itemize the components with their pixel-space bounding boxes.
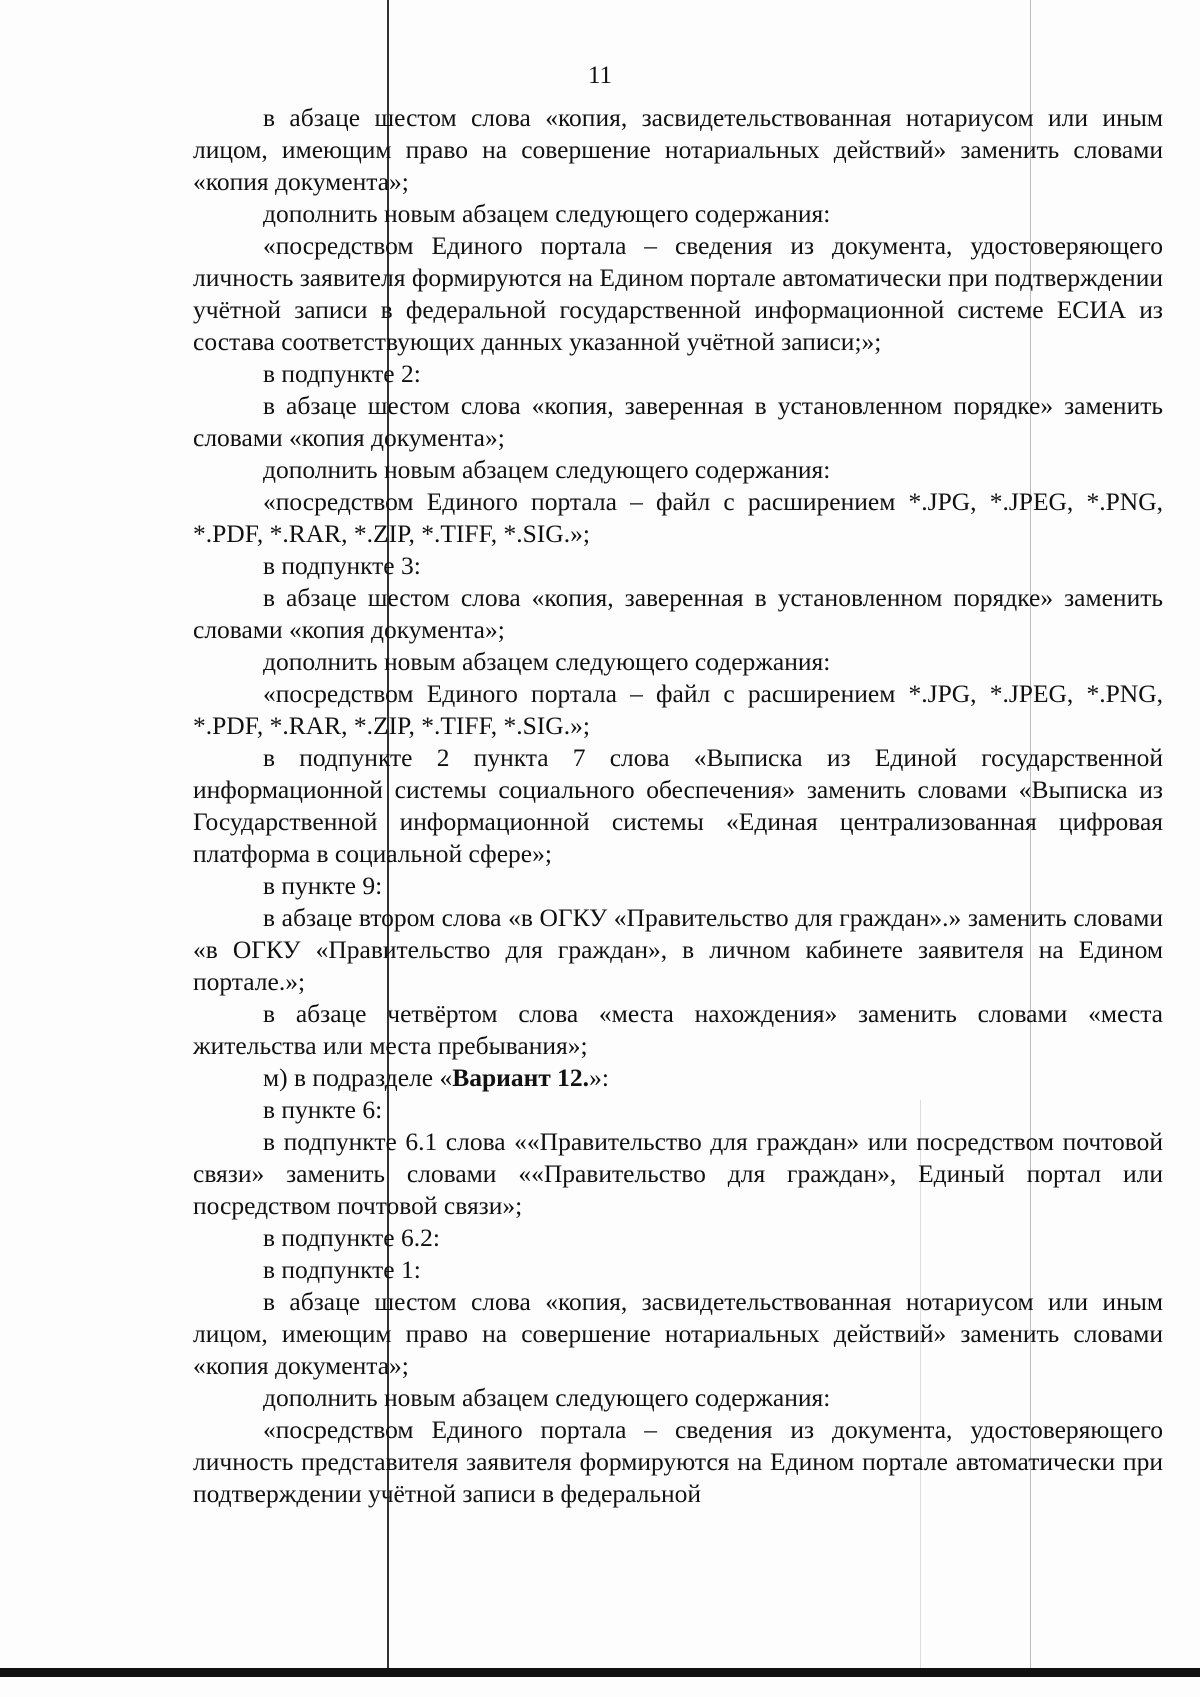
paragraph: дополнить новым абзацем следующего содержания: <box>263 1383 831 1412</box>
paragraph: дополнить новым абзацем следующего содержания: <box>263 199 831 228</box>
paragraph: в подпункте 2: <box>263 359 421 388</box>
paragraph: в абзаце шестом слова «копия, засвидетельствованная нотариусом или иным лицом, имеющим право на совершение нотариальных действий» заменить словами «копия документа»; <box>193 1287 1163 1380</box>
bottom-border-bar <box>0 1668 1200 1677</box>
paragraph: дополнить новым абзацем следующего содержания: <box>263 647 831 676</box>
subsection-prefix: м) в подразделе « <box>263 1063 453 1092</box>
paragraph: в подпункте 1: <box>263 1255 421 1284</box>
paragraph: дополнить новым абзацем следующего содержания: <box>263 455 831 484</box>
paragraph: в подпункте 6.2: <box>263 1223 440 1252</box>
paragraph: в пункте 9: <box>263 871 383 900</box>
paragraph: в абзаце шестом слова «копия, засвидетельствованная нотариусом или иным лицом, имеющим право на совершение нотариальных действий» заменить словами «копия документа»; <box>193 103 1163 196</box>
paragraph: в абзаце втором слова «в ОГКУ «Правительство для граждан».» заменить словами «в ОГКУ «Правительство для граждан», в личном кабинете заявителя на Едином портале.»; <box>193 903 1163 996</box>
paragraph: в подпункте 3: <box>263 551 421 580</box>
paragraph: «посредством Единого портала – файл с расширением *.JPG, *.JPEG, *.PNG, *.PDF, *.RAR, *.ZIP, *.TIFF, *.SIG.»; <box>193 487 1163 548</box>
paragraph: «посредством Единого портала – сведения из документа, удостоверяющего личность заявителя формируются на Едином портале автоматически при подтверждении учётной записи в федеральной государственной информационной системе ЕСИА из состава соответствующих данных указанной учётной записи;»; <box>193 231 1163 356</box>
paragraph: в абзаце шестом слова «копия, заверенная в установленном порядке» заменить словами «копия документа»; <box>193 583 1163 644</box>
subsection-suffix: »: <box>589 1063 609 1092</box>
page-number: 11 <box>587 62 613 89</box>
paragraph: в пункте 6: <box>263 1095 383 1124</box>
paragraph: «посредством Единого портала – файл с расширением *.JPG, *.JPEG, *.PNG, *.PDF, *.RAR, *.ZIP, *.TIFF, *.SIG.»; <box>193 679 1163 740</box>
paragraph: «посредством Единого портала – сведения из документа, удостоверяющего личность представителя заявителя формируются на Едином портале автоматически при подтверждении учётной записи в федеральной <box>193 1415 1163 1508</box>
subsection-title: Вариант 12. <box>452 1063 590 1092</box>
paragraph: в абзаце шестом слова «копия, заверенная в установленном порядке» заменить словами «копия документа»; <box>193 391 1163 452</box>
paragraph: в абзаце четвёртом слова «места нахождения» заменить словами «места жительства или места пребывания»; <box>193 999 1163 1060</box>
paragraph: в подпункте 2 пункта 7 слова «Выписка из Единой государственной информационной системы социального обеспечения» заменить словами «Выписка из Государственной информационной системы «Единая централизованная цифровая платформа в социальной сфере»; <box>193 743 1163 868</box>
paragraph: в подпункте 6.1 слова ««Правительство для граждан» или посредством почтовой связи» заменить словами ««Правительство для граждан», Единый портал или посредством почтовой связи»; <box>193 1127 1163 1220</box>
document-body <box>193 102 1163 1510</box>
subsection-heading <box>193 1062 1163 1094</box>
